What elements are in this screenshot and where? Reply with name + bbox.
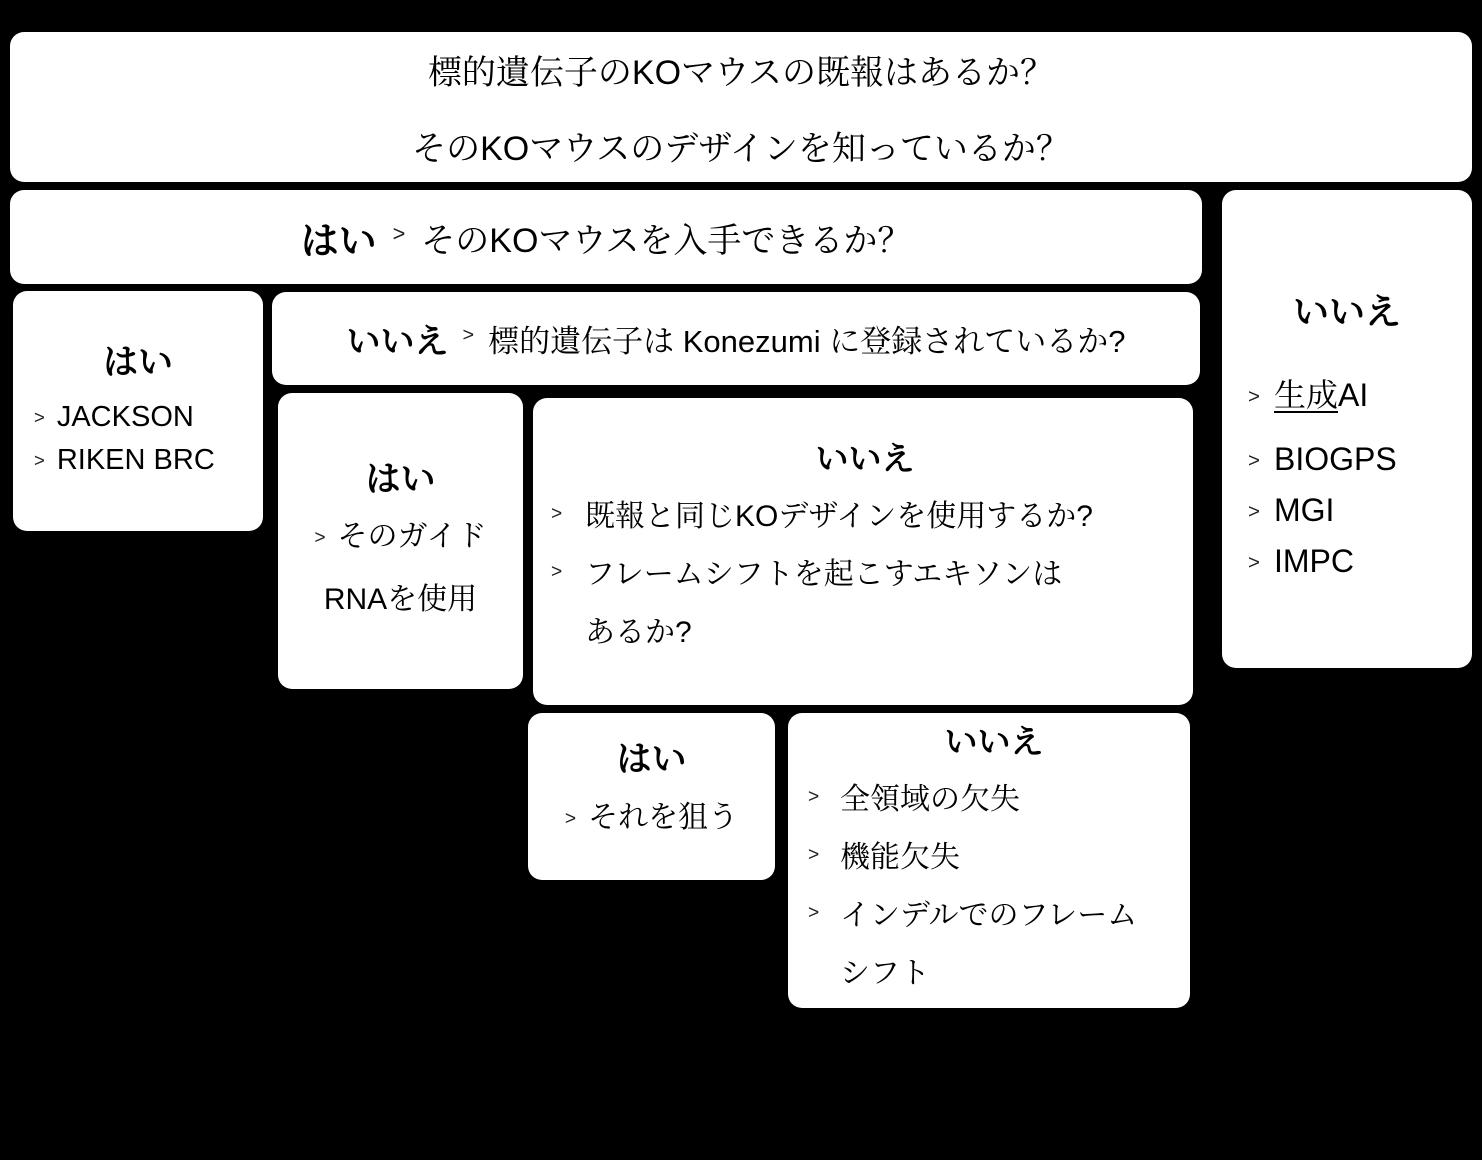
chevron-icon: > [34,406,45,428]
guide-rna-line1 [314,516,486,562]
biogps-item: BIOGPS [1273,441,1397,477]
riken-brc-item: RIKEN BRC [56,444,215,476]
guide-rna-text1: そのガイド [337,520,487,553]
list-item [808,837,1180,879]
no-konezumi-box [272,292,1200,385]
yes-guide-box [278,393,523,689]
chevron-icon: > [462,324,475,347]
jackson-item: JACKSON [56,401,194,433]
yes-label: はい [300,220,377,263]
chevron-icon: > [551,503,563,525]
yes-label: はい [365,460,436,499]
target-it-text: それを狙う [588,801,739,834]
no-label: いいえ [944,723,1044,760]
generative-ai-underlined: 生成 [1273,377,1338,413]
chevron-icon: > [808,786,820,808]
list-item [1248,372,1472,423]
yes-repositories-box [13,291,263,531]
chevron-icon: > [314,527,326,549]
list-item [1248,436,1472,487]
same-design-question: 既報と同じKOデザインを使用するか? [585,500,1093,533]
list-item [1248,487,1472,538]
deletion-options-list [808,779,1180,995]
chevron-icon: > [1248,449,1260,473]
no-label: いいえ [346,323,449,361]
konezumi-question: 標的遺伝子は Konezumi に登録されているか? [488,324,1126,359]
yes-obtain-question: そのKOマウスを入手できるか？ [421,221,912,260]
no-label: いいえ [1292,291,1401,332]
chevron-icon: > [1248,385,1260,409]
guide-rna-line2: RNAを使用 [323,583,478,616]
list-item [34,397,263,440]
root-question-line2: そのKOマウスのデザインを知っているか？ [412,129,1070,168]
loss-of-function-item: 機能欠失 [840,841,960,874]
list-item [808,779,1180,821]
target-it-item [565,797,738,843]
chevron-icon: > [1248,551,1260,575]
chevron-icon: > [34,449,45,471]
generative-ai-rest: AI [1337,377,1369,413]
list-item [808,895,1180,937]
chevron-icon: > [1248,500,1260,524]
root-question-line1: 標的遺伝子のKOマウスの既報はあるか？ [427,53,1055,92]
indel-frameshift-item-line2: シフト [840,957,930,990]
chevron-icon: > [808,902,820,924]
yes-obtain-box [10,190,1202,284]
chevron-icon: > [551,561,563,583]
chevron-icon: > [564,808,577,830]
mgi-item: MGI [1273,492,1335,528]
chevron-icon: > [808,844,820,866]
design-questions-list [551,496,1179,654]
full-region-deletion-item: 全領域の欠失 [840,783,1020,816]
no-design-box [533,398,1193,705]
yes-target-box [528,713,775,880]
list-item [551,496,1179,538]
alternatives-list [1222,372,1472,589]
frameshift-exon-question-line2: あるか? [585,616,692,649]
indel-frameshift-item-line1: インデルでのフレーム [840,899,1138,932]
repositories-list [13,397,263,483]
chevron-icon: > [392,220,406,246]
list-item [551,554,1179,596]
no-alternatives-box [1222,190,1472,668]
list-item [34,440,263,483]
impc-item: IMPC [1273,543,1354,579]
no-label: いいえ [815,440,915,477]
root-question-box [10,32,1472,182]
list-item [1248,538,1472,589]
yes-label: はい [616,740,687,779]
no-deletion-box [788,713,1190,1008]
yes-label: はい [102,343,173,382]
frameshift-exon-question-line1: フレームシフトを起こすエキソンは [585,558,1063,591]
